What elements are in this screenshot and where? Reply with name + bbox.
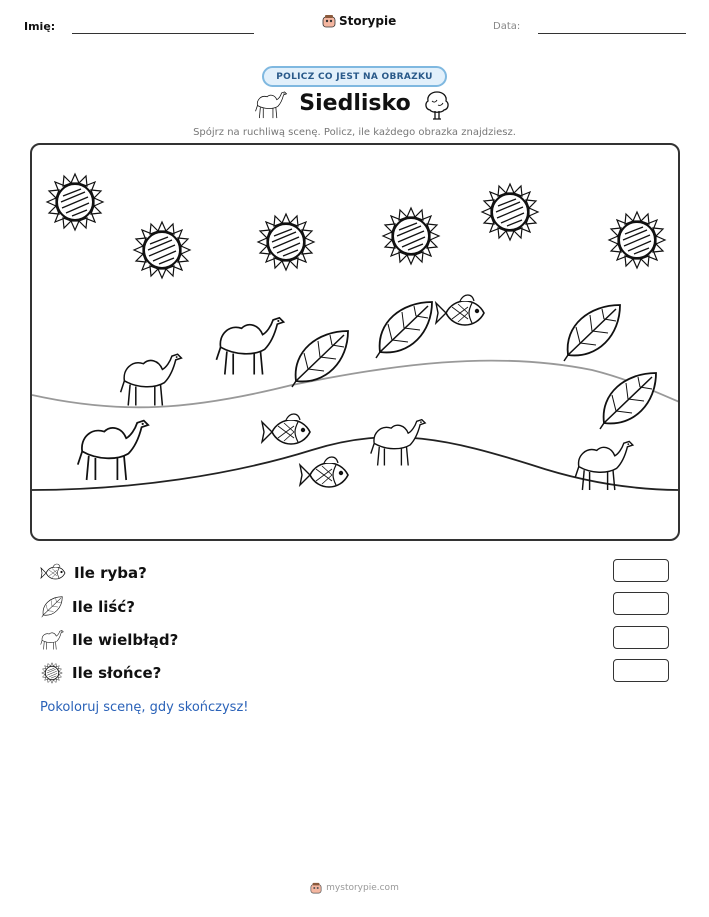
date-label: Data: (493, 21, 521, 32)
camel-icon (371, 420, 425, 466)
sun-icon (609, 212, 665, 268)
scene-illustration (32, 145, 680, 541)
question-camel (40, 629, 178, 651)
footer-site: mystorypie.com (326, 883, 399, 893)
answer-box-fish[interactable] (613, 559, 669, 582)
brand-name: Storypie (339, 14, 397, 28)
camel-icon (254, 90, 288, 120)
sun-icon (134, 222, 190, 278)
camel-icon (216, 318, 283, 375)
question-label: Ile liść? (72, 598, 135, 616)
question-sun (40, 662, 161, 684)
tree-icon (423, 89, 451, 121)
fish-icon (300, 457, 348, 487)
name-label: Imię: (24, 20, 56, 33)
question-leaf (40, 596, 135, 618)
sun-icon (40, 662, 64, 684)
question-label: Ile słońce? (72, 664, 162, 682)
question-fish (40, 563, 147, 583)
sun-icon (482, 184, 538, 240)
instructions-text: Spójrz na ruchliwą scenę. Policz, ile każdego obrazka znajdziesz. (193, 127, 516, 138)
coloring-note: Pokoloruj scenę, gdy skończysz! (40, 700, 249, 715)
leaf-icon (376, 302, 432, 358)
leaf-icon (40, 596, 64, 618)
fish-icon (40, 563, 66, 583)
question-label: Ile wielbłąd? (72, 631, 179, 649)
answer-box-camel[interactable] (613, 626, 669, 649)
leaf-icon (600, 373, 656, 429)
answer-box-sun[interactable] (613, 659, 669, 682)
instruction-badge: POLICZ CO JEST NA OBRAZKU (262, 66, 447, 87)
page-title: Siedlisko (299, 91, 411, 116)
fish-icon (262, 414, 310, 444)
question-label: Ile ryba? (74, 564, 147, 582)
sun-icon (258, 214, 314, 270)
leaf-icon (564, 305, 620, 361)
name-field[interactable] (72, 33, 254, 34)
counting-scene (30, 143, 680, 541)
camel-icon (78, 421, 148, 480)
camel-icon (40, 629, 64, 651)
sun-icon (383, 208, 439, 264)
storypie-logo-icon (310, 882, 322, 894)
fish-icon (436, 295, 484, 325)
leaf-icon (292, 331, 348, 387)
brand-logo (322, 14, 396, 28)
storypie-logo-icon (322, 14, 336, 28)
date-field[interactable] (538, 33, 686, 34)
camel-icon (121, 354, 182, 405)
sun-icon (47, 174, 103, 230)
answer-box-leaf[interactable] (613, 592, 669, 615)
footer (0, 882, 709, 894)
